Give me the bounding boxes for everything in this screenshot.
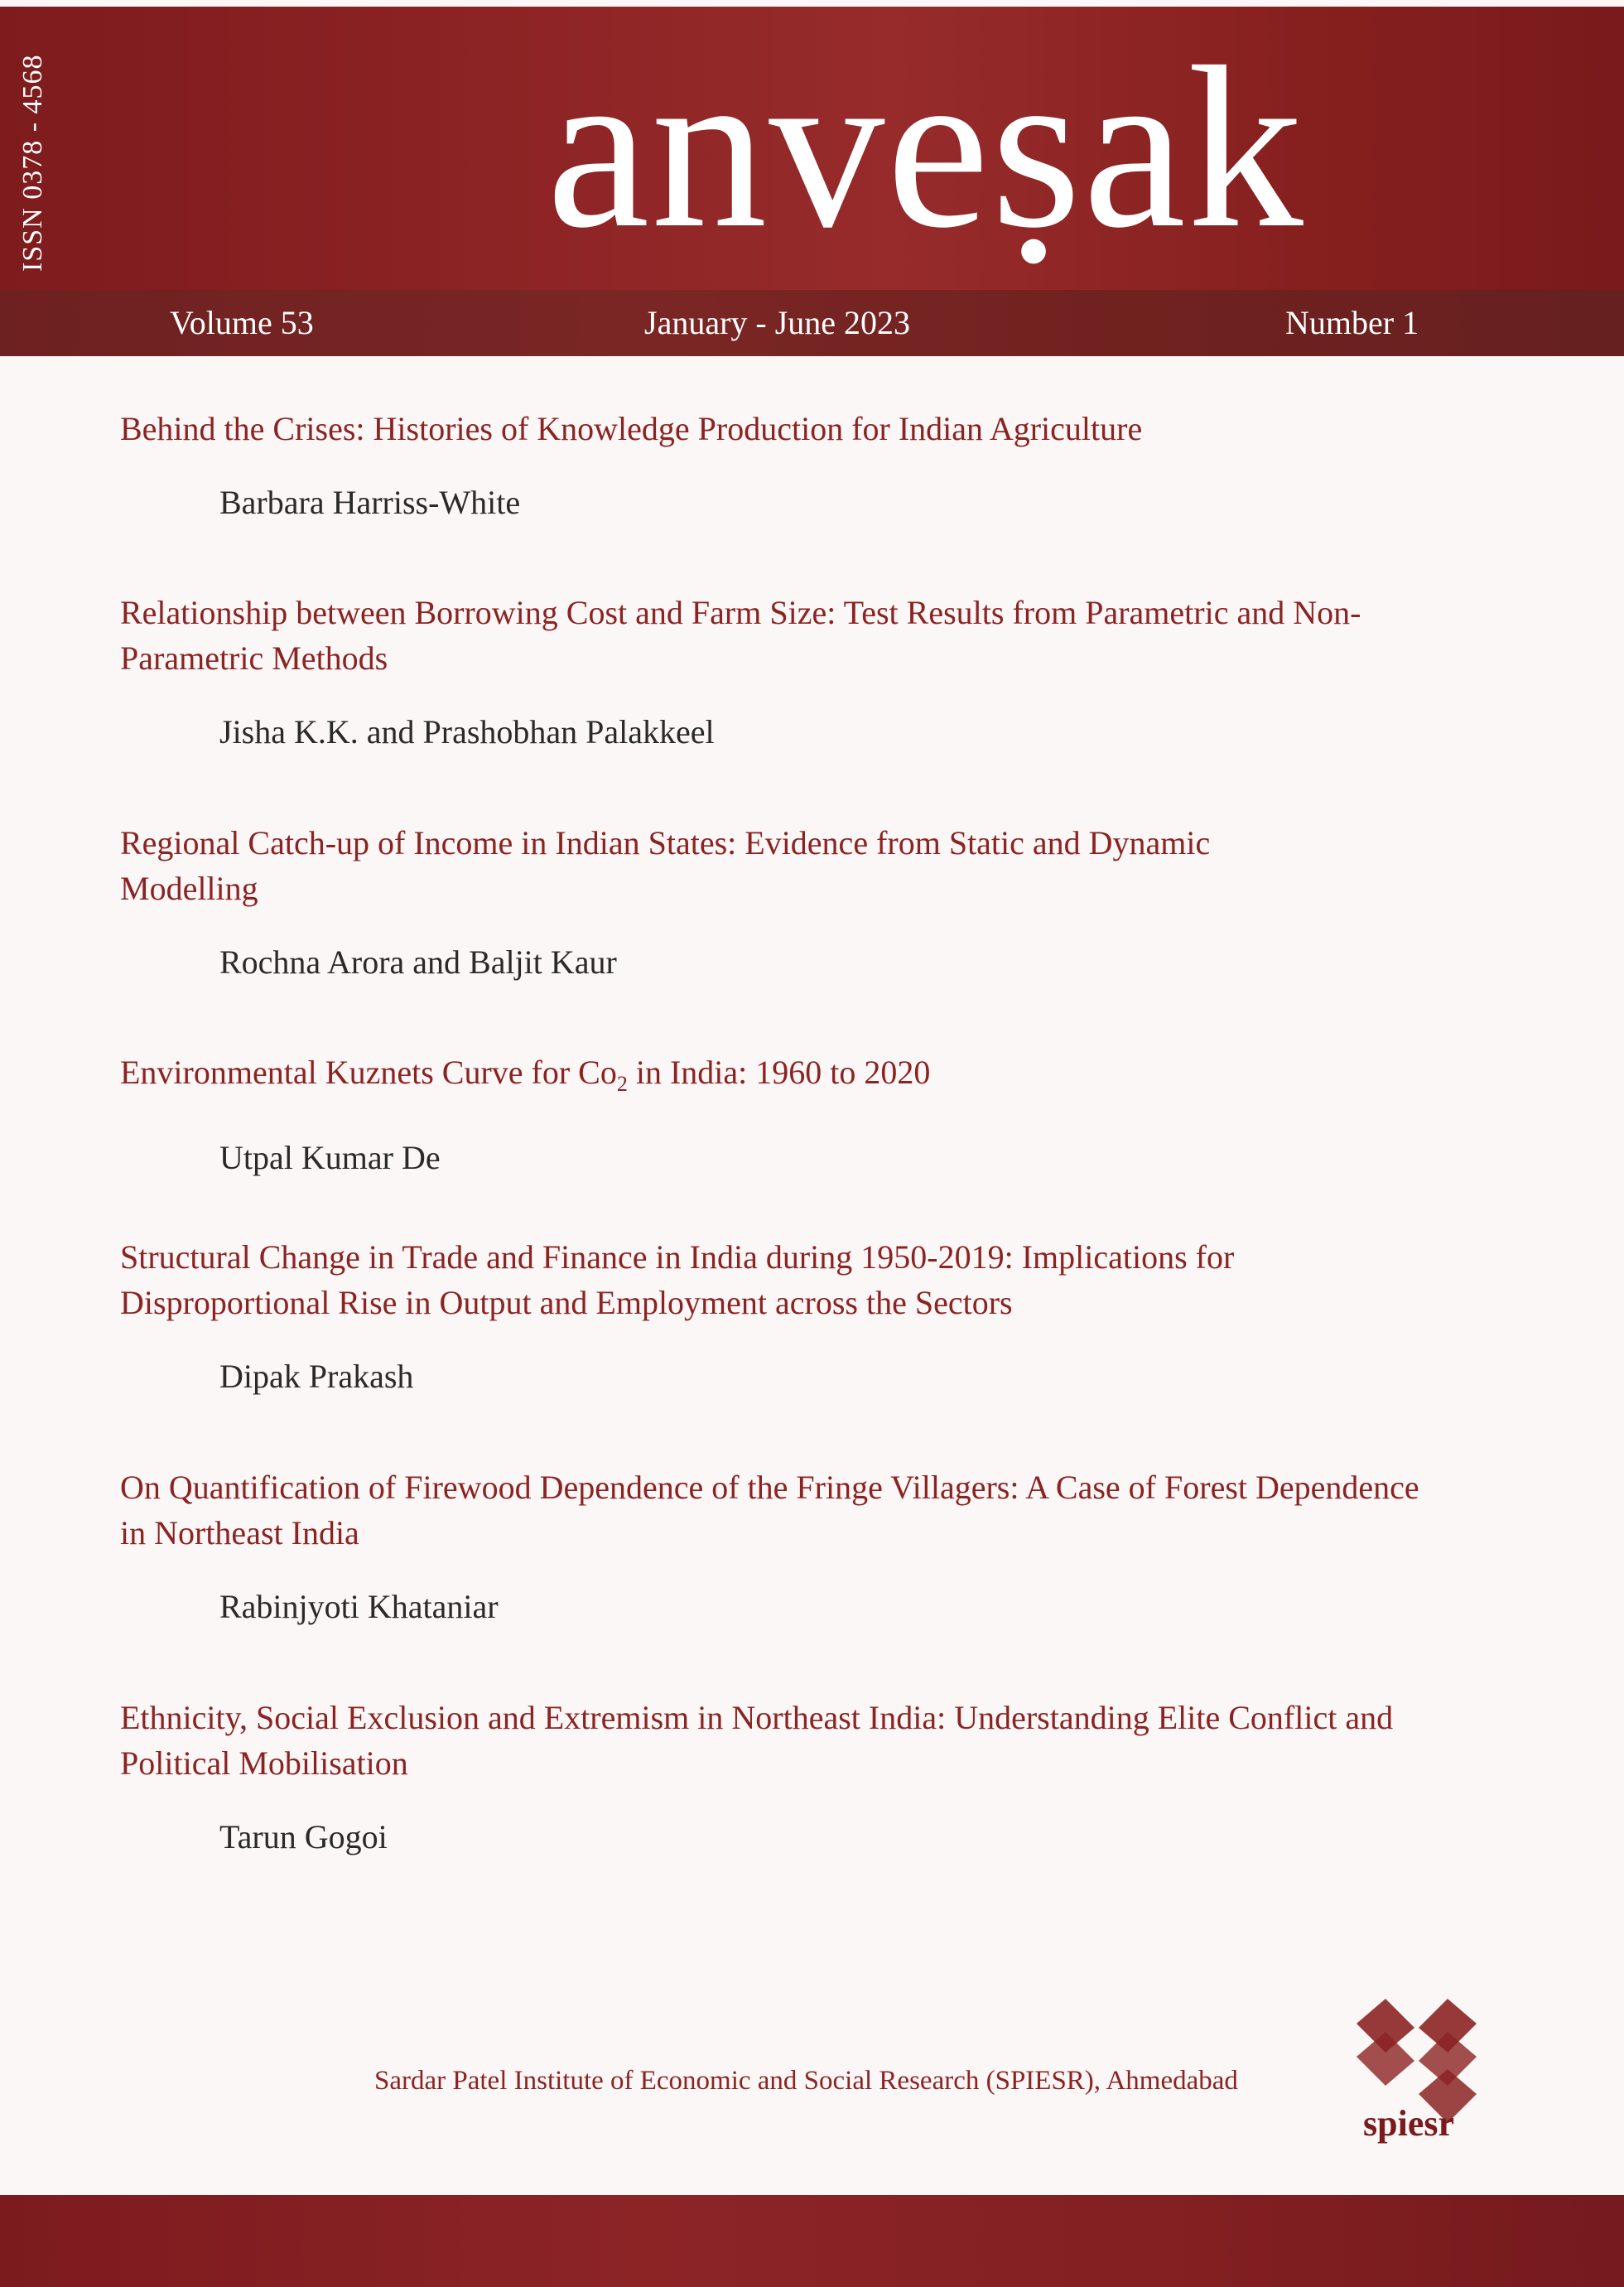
article-author: Jisha K.K. and Prashobhan Palakkeel (219, 713, 715, 750)
article-title: Ethnicity, Social Exclusion and Extremism in Northeast India: Understanding Elite Conflict and Political Mobilisation (120, 1699, 1394, 1782)
article-title: Environmental Kuznets Curve for $Co_2$ in India: 1960 to 2020 (120, 1054, 931, 1096)
subscript-2: 2 (616, 1072, 628, 1096)
volume-label: Volume 53 (170, 304, 314, 341)
article-author: Tarun Gogoi (219, 1818, 388, 1855)
article-title: Behind the Crises: Histories of Knowledge Production for Indian Agriculture (120, 410, 1143, 447)
article-title: On Quantification of Firewood Dependence of the Fringe Villagers: A Case of Forest Dependence in Northeast India (120, 1469, 1419, 1551)
article-entry (120, 1049, 1445, 1180)
article-author: Rochna Arora and Baljit Kaur (219, 943, 617, 981)
issue-number: Number 1 (1285, 304, 1419, 341)
article-entry (120, 406, 1445, 525)
article-author: Utpal Kumar De (219, 1139, 441, 1176)
article-author: Barbara Harriss-White (219, 484, 521, 521)
cover-header-band (0, 7, 1624, 290)
article-entry (120, 590, 1445, 755)
article-entry (120, 1234, 1445, 1399)
table-of-contents (0, 356, 1624, 2187)
article-entry (120, 1464, 1445, 1629)
spiesr-logo (1340, 1995, 1493, 2148)
article-author: Rabinjyoti Khataniar (219, 1588, 499, 1625)
article-title: Relationship between Borrowing Cost and Farm Size: Test Results from Parametric and Non-Parametric Methods (120, 594, 1361, 677)
logo-text: spiesr (1363, 2103, 1454, 2144)
article-title: Regional Catch-up of Income in Indian States: Evidence from Static and Dynamic Modelling (120, 824, 1211, 907)
issue-date: January - June 2023 (644, 304, 911, 341)
issue-info-bar (0, 290, 1624, 356)
cover-bottom-band (0, 2195, 1624, 2287)
publisher-name: Sardar Patel Institute of Economic and Social Research (SPIESR), Ahmedabad (374, 2066, 1238, 2096)
article-entry (120, 820, 1445, 985)
issn-label: ISSN 0378 - 4568 (17, 54, 48, 272)
article-author: Dipak Prakash (219, 1358, 414, 1395)
article-title: Structural Change in Trade and Finance in India during 1950-2019: Implications for Disproportional Rise in Output and Employment across the Sectors (120, 1238, 1235, 1321)
article-entry (120, 1695, 1445, 1860)
journal-title: anveṣak (547, 18, 1305, 276)
